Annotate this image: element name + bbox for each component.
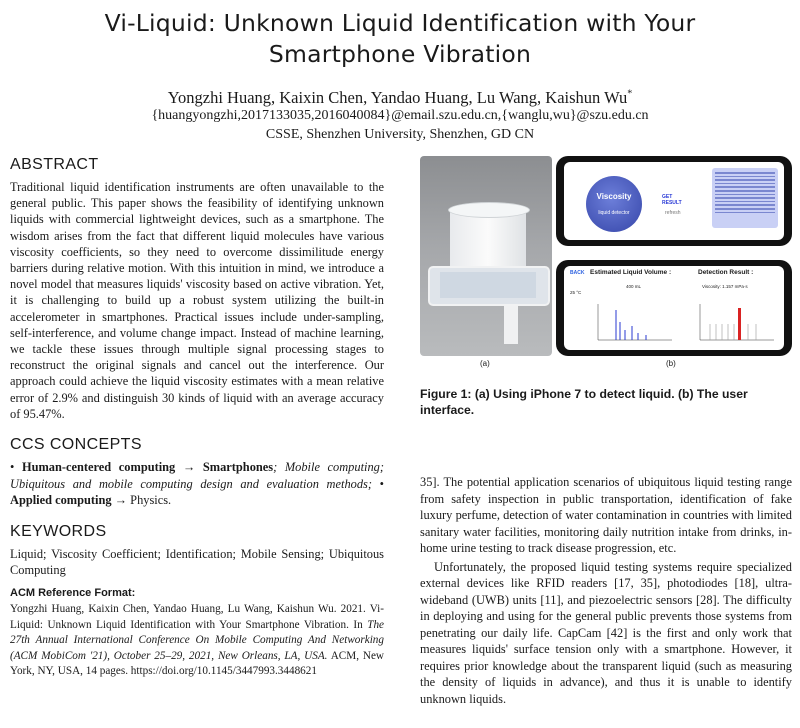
- ccs-item-1b: Smartphones: [202, 460, 274, 475]
- keywords-heading: KEYWORDS: [10, 522, 107, 540]
- volume-value: 400 mL: [626, 284, 642, 289]
- viscosity-circle: [586, 176, 642, 232]
- ccs-arrow-2: →: [114, 493, 128, 508]
- ccs-item-2: Applied computing: [10, 493, 112, 508]
- right-column: [420, 156, 792, 418]
- spectrum-plot: [594, 302, 674, 346]
- abstract-heading: ABSTRACT: [10, 156, 99, 173]
- ccs-item-1-rest: ; Mobile computing; Ubiquitous and mobile computing design and evaluation methods;: [10, 460, 384, 491]
- abstract-text: Traditional liquid identification instruments are often unavailable to the general public. This paper shows the feasibility of identifying unknown liquids with commercial lightweight devices, such as a smartphone. The wisdom arises from the fact that different liquid molecules have various viscosity coefficients, so they need to overcome dissimilitude energy barriers during relative motion. With this intuition in mind, we introduce a novel model that measures liquids' viscosity based on active vibration. Yet, it is challenging to build up a robust system utilizing the built-in accelerometer in smartphones. Practical issues include under-sampling, self-interference, and volume change impact. Instead of machine learning, we tackle these issues through multiple signal processing stages to reconstruct the original signals and cancel out the interference. Our approach could achieve the liquid viscosity estimates with a mean relative error of 2.9% and distinguish 30 kinds of liquid with an average accuracy of 95.47%.: [10, 180, 384, 421]
- acm-reference-heading: ACM Reference Format:: [10, 587, 136, 600]
- probability-plot: [696, 302, 776, 346]
- ccs-item-1: Human-centered computing: [21, 460, 176, 475]
- log-panel: [712, 168, 778, 228]
- figure-1: [420, 156, 792, 368]
- detection-heading: Detection Result :: [698, 269, 754, 276]
- title-line-1: Vi-Liquid: Unknown Liquid Identification with Your: [104, 9, 696, 37]
- author-mark: *: [627, 88, 633, 100]
- reference-line-a: Yongzhi Huang, Kaixin Chen, Yandao Huang, Lu Wang, Kaishun Wu. 2021. Vi-Liquid: Unknown Liquid Identification with Your Smartphone Vibration. In: [10, 603, 384, 631]
- temperature-label: 25 °C: [570, 290, 582, 295]
- body-text: [420, 474, 792, 707]
- affiliation: CSSE, Shenzhen University, Shenzhen, GD CN: [265, 127, 535, 142]
- reference-venue: The 27th Annual International Conference On Mobile Computing And Networking (ACM MobiCom '21), October 25–29, 2021, New Orleans, LA, USA.: [10, 618, 384, 662]
- ccs-bullet-1: •: [10, 460, 15, 475]
- circle-subtitle: liquid detector: [598, 210, 630, 216]
- refresh-label: refresh: [665, 210, 681, 216]
- ccs-arrow-1: →: [182, 460, 196, 475]
- circle-title: Viscosity: [596, 192, 632, 201]
- author-emails: {huangyongzhi,2017133035,2016040084}@email.szu.edu.cn,{wanglu,wu}@szu.edu.cn: [151, 108, 649, 123]
- body-paragraph-1: 35]. The potential application scenarios of ubiquitous liquid testing range from safety inspection in public transportation, identification of fake luxury perfume, detection of water contamination in countries with limited sanitary water facilities, monitoring daily nutrition intake from drinks, in-home urine testing to track disease progression, etc.: [420, 475, 792, 555]
- ui-screen-result: [556, 260, 792, 356]
- author-list: [0, 88, 800, 108]
- title-line-2: Smartphone Vibration: [268, 40, 532, 68]
- left-column: [10, 156, 384, 680]
- reference-line-b: ACM, New York, NY, USA, 14 pages. https://doi.org/10.1145/3447993.3448621: [10, 649, 384, 678]
- volume-heading: Estimated Liquid Volume :: [590, 269, 672, 276]
- ui-screen-start: [556, 156, 792, 246]
- authors-text: Yongzhi Huang, Kaixin Chen, Yandao Huang, Lu Wang, Kaishun Wu: [167, 88, 628, 107]
- figure-caption: Figure 1: (a) Using iPhone 7 to detect liquid. (b) The user interface.: [420, 387, 748, 417]
- figure-label-b: (b): [666, 359, 676, 368]
- ccs-text: [10, 459, 384, 509]
- paper-title: [0, 8, 800, 70]
- back-label: BACK: [570, 270, 585, 276]
- ccs-bullet-2: •: [379, 476, 384, 491]
- get-result-label: GET RESULT: [662, 194, 682, 206]
- keywords-text: Liquid; Viscosity Coefficient; Identification; Mobile Sensing; Ubiquitous Computing: [10, 546, 384, 578]
- body-paragraph-2: Unfortunately, the proposed liquid testing systems require specialized external devices like RFID readers [17, 35], photodiodes [18], ultra-wideband (UWB) units [11], and piezoelectric sensors [28]. The difficulty in deploying and using for the general public prevents those systems from penetrating our daily life. CapCam [42] is the first and only work that measures liquids' surface tension only with a smartphone. However, it requires prior knowledge about the transparent liquid (such as measuring the density of liquids in advance), and thus it is unable to identify unknown liquids.: [420, 559, 792, 706]
- figure-label-a: (a): [480, 359, 490, 368]
- photo-iphone-cup: [420, 156, 552, 356]
- phone-image: [428, 266, 550, 306]
- ccs-item-2-rest: Physics.: [130, 493, 172, 508]
- acm-reference-text: [10, 602, 384, 680]
- viscosity-value: Viscosity: 1.157 mPa·s: [702, 284, 748, 289]
- ccs-heading: CCS CONCEPTS: [10, 436, 142, 454]
